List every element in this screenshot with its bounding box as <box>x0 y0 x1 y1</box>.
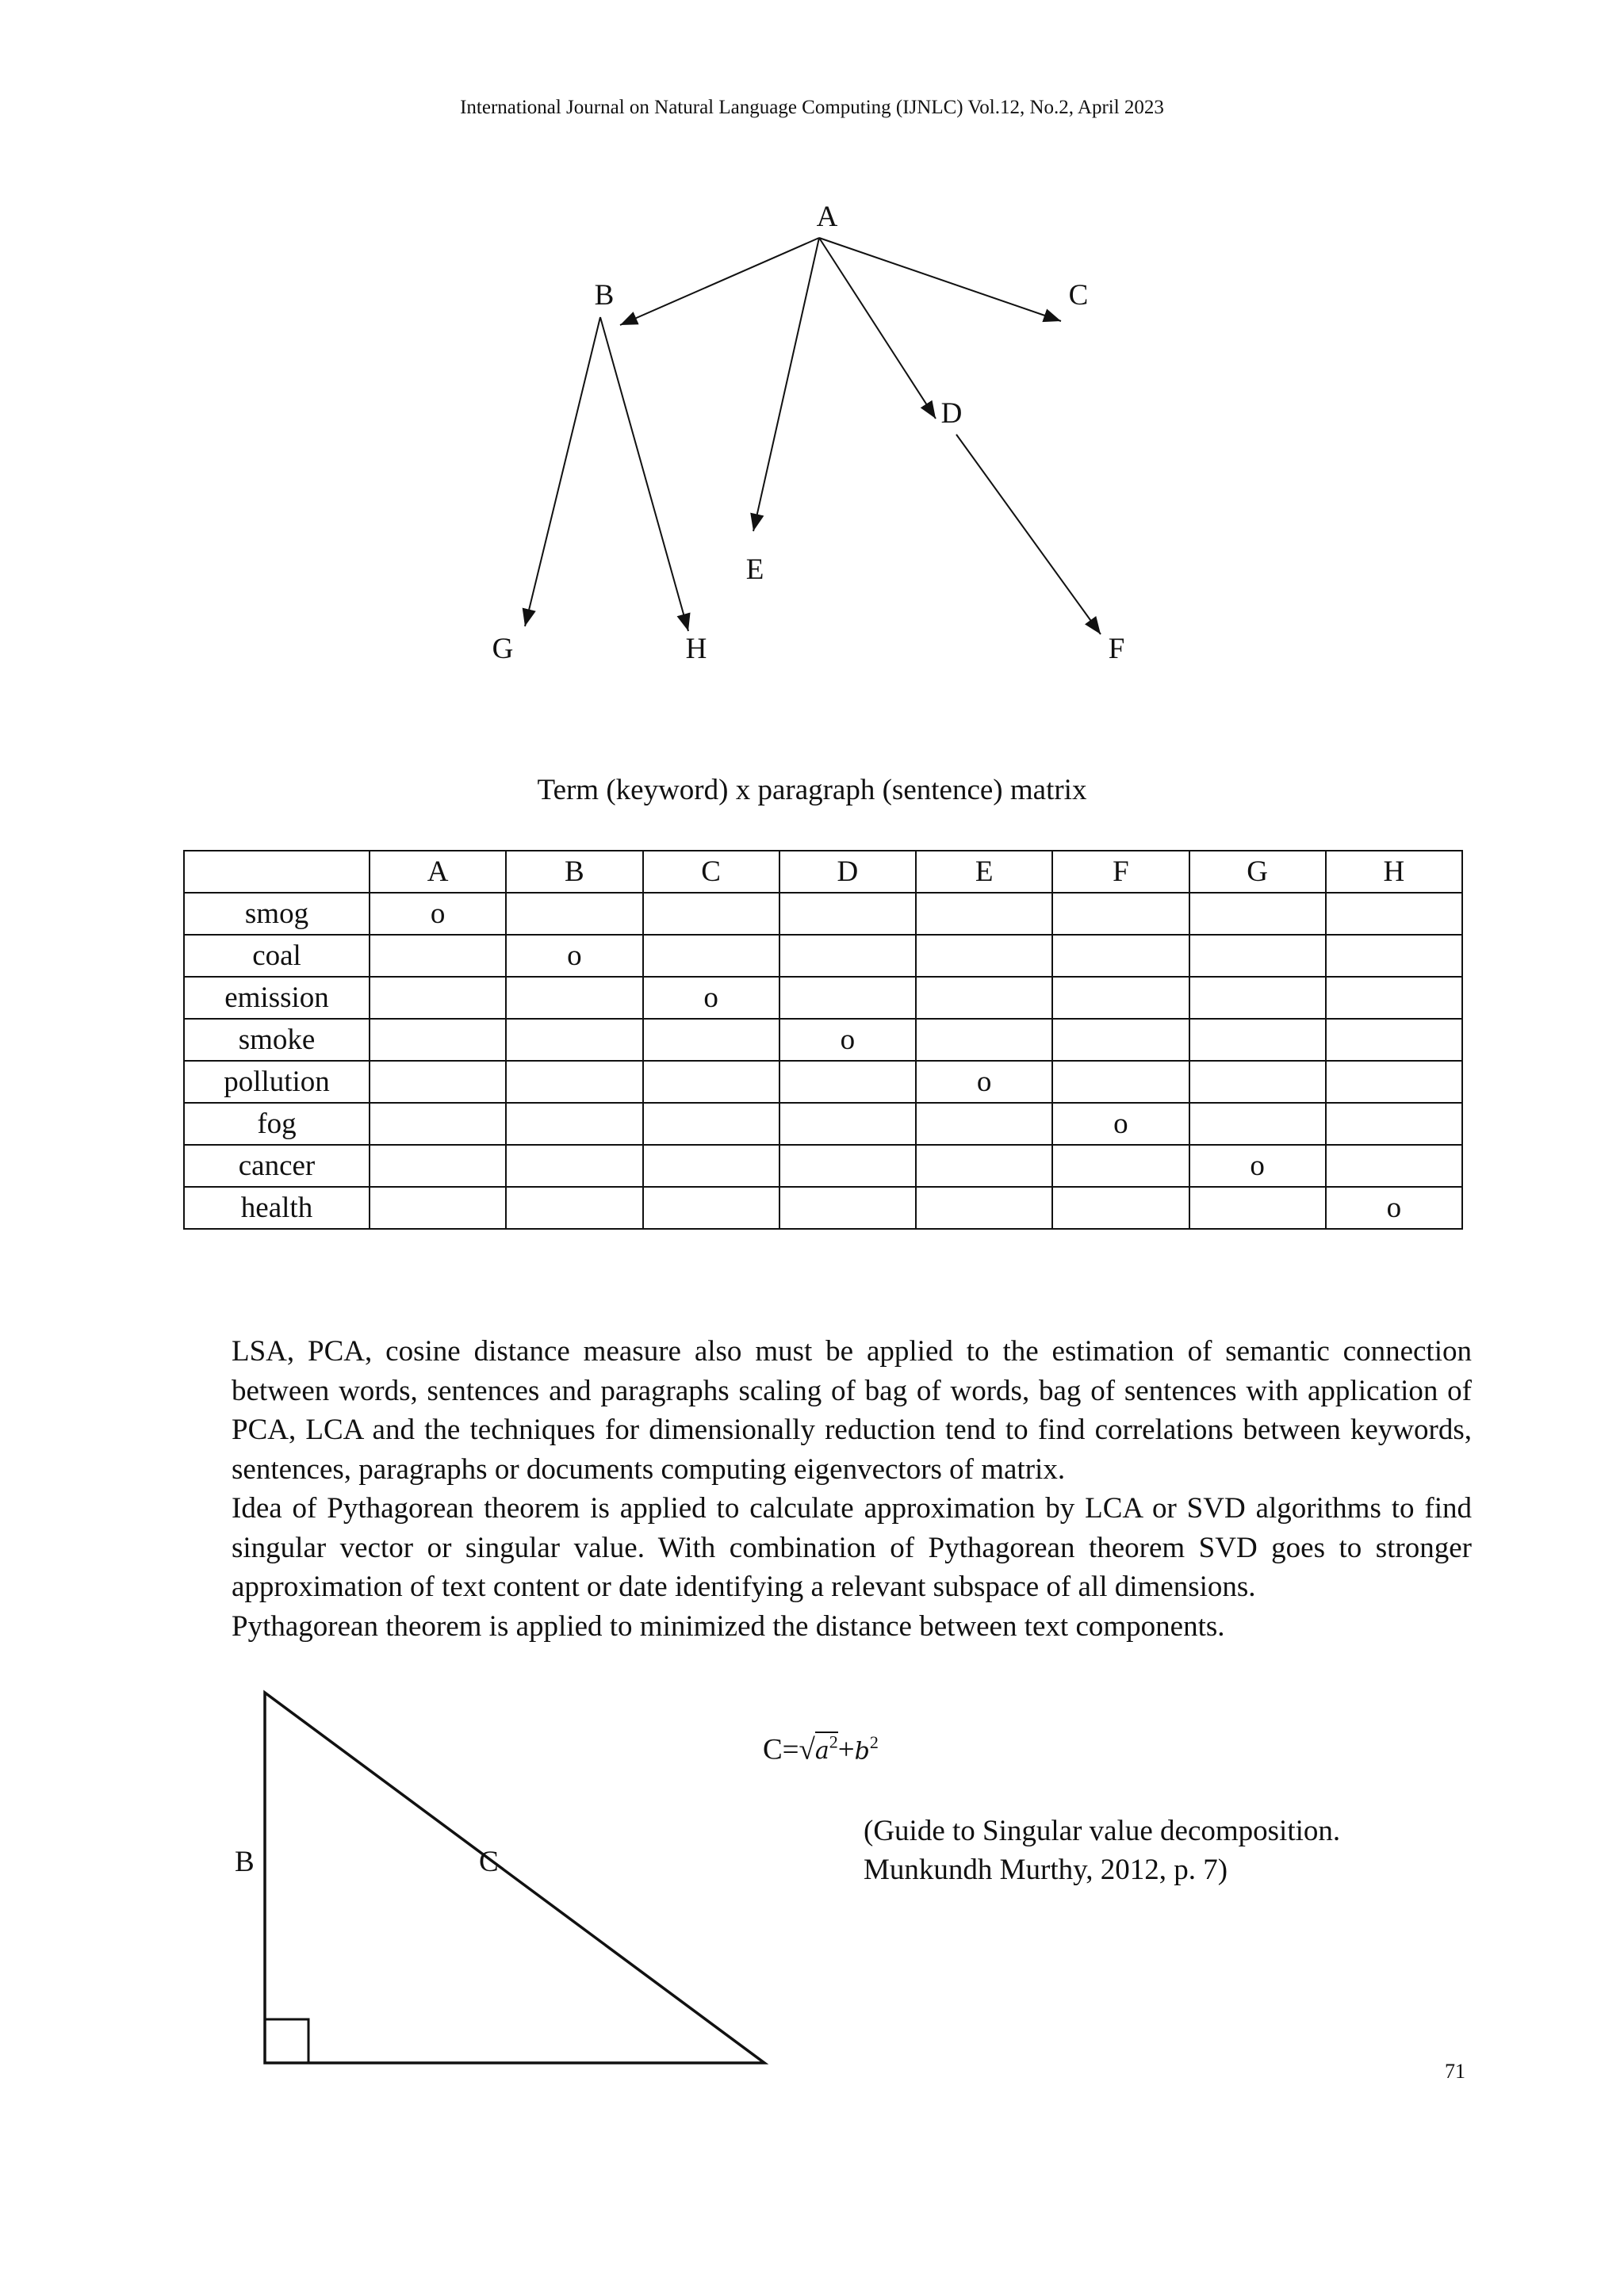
table-row <box>184 1061 1462 1103</box>
column-header: A <box>370 851 506 893</box>
matrix-cell <box>370 1061 506 1103</box>
matrix-cell <box>643 1061 779 1103</box>
node-h: H <box>685 633 707 665</box>
formula-exp-a: 2 <box>829 1732 838 1752</box>
matrix-cell <box>506 1019 642 1061</box>
page-number: 71 <box>1445 2060 1465 2083</box>
matrix-cell <box>1189 1061 1326 1103</box>
table-row <box>184 1187 1462 1229</box>
matrix-cell <box>779 1103 916 1145</box>
matrix-cell <box>916 1187 1052 1229</box>
matrix-cell <box>1189 1019 1326 1061</box>
node-e: E <box>745 553 764 586</box>
node-f: F <box>1108 633 1125 665</box>
matrix-cell <box>1326 1061 1462 1103</box>
matrix-cell <box>370 1145 506 1187</box>
edge-b-h <box>600 317 688 631</box>
matrix-cell <box>506 893 642 935</box>
matrix-cell <box>1052 893 1189 935</box>
row-term: cancer <box>184 1145 370 1187</box>
matrix-cell <box>370 1187 506 1229</box>
citation-line: (Guide to Singular value decomposition. <box>864 1815 1341 1847</box>
row-term: smog <box>184 893 370 935</box>
matrix-cell <box>643 935 779 977</box>
table-row <box>184 935 1462 977</box>
matrix-cell: o <box>643 977 779 1019</box>
matrix-cell <box>1326 1019 1462 1061</box>
tree-diagram <box>0 0 1624 698</box>
matrix-cell <box>1052 1019 1189 1061</box>
right-angle-marker <box>265 2019 308 2063</box>
matrix-cell <box>1326 1145 1462 1187</box>
matrix-cell: o <box>1189 1145 1326 1187</box>
node-c: C <box>1068 279 1089 312</box>
formula-exp-b: 2 <box>869 1732 879 1752</box>
column-header: E <box>916 851 1052 893</box>
edge-b-g <box>525 317 600 626</box>
row-term: smoke <box>184 1019 370 1061</box>
paragraph: Idea of Pythagorean theorem is applied to calculate approximation by LCA or SVD algorithms to find singular vector or singular value. With combination of Pythagorean theorem SVD goes to stronger approximation of text content or date identifying a relevant subspace of all dimensions. <box>232 1492 1472 1603</box>
matrix-cell <box>916 935 1052 977</box>
matrix-cell: o <box>506 935 642 977</box>
row-term: pollution <box>184 1061 370 1103</box>
paragraph: Pythagorean theorem is applied to minimized the distance between text components. <box>232 1609 1225 1643</box>
matrix-cell <box>1189 977 1326 1019</box>
term-paragraph-matrix <box>183 850 1463 1230</box>
matrix-cell: o <box>1326 1187 1462 1229</box>
node-g: G <box>492 633 514 665</box>
row-term: coal <box>184 935 370 977</box>
matrix-cell: o <box>916 1061 1052 1103</box>
formula-lhs: C= <box>763 1733 799 1766</box>
right-triangle <box>265 1693 764 2063</box>
node-d: D <box>940 397 963 430</box>
node-b: B <box>594 279 615 312</box>
edge-d-f <box>956 434 1101 634</box>
pythagorean-formula <box>763 1732 879 1766</box>
node-a: A <box>816 201 838 233</box>
column-header: H <box>1326 851 1462 893</box>
matrix-cell <box>916 977 1052 1019</box>
matrix-cell <box>1052 1145 1189 1187</box>
matrix-cell <box>643 1019 779 1061</box>
matrix-cell <box>506 1187 642 1229</box>
formula-b: b <box>854 1737 870 1766</box>
table-row <box>184 1019 1462 1061</box>
matrix-cell <box>916 1019 1052 1061</box>
matrix-cell <box>370 935 506 977</box>
matrix-cell <box>916 893 1052 935</box>
citation-line: Munkundh Murthy, 2012, p. 7) <box>864 1854 1228 1886</box>
matrix-cell <box>779 977 916 1019</box>
matrix-cell <box>1326 893 1462 935</box>
matrix-header-row <box>184 851 1462 893</box>
matrix-corner-cell <box>184 851 370 893</box>
formula-a: a <box>814 1737 829 1766</box>
side-label-b: B <box>235 1846 255 1878</box>
matrix-cell <box>1189 1103 1326 1145</box>
matrix-cell <box>1052 1187 1189 1229</box>
matrix-cell: o <box>370 893 506 935</box>
matrix-cell <box>506 1145 642 1187</box>
matrix-cell <box>916 1145 1052 1187</box>
matrix-cell <box>779 1145 916 1187</box>
matrix-cell <box>506 1103 642 1145</box>
matrix-cell <box>1189 893 1326 935</box>
citation <box>864 1812 1340 1889</box>
matrix-cell <box>779 1187 916 1229</box>
matrix-cell <box>779 1061 916 1103</box>
row-term: emission <box>184 977 370 1019</box>
table-row <box>184 977 1462 1019</box>
table-row <box>184 1145 1462 1187</box>
column-header: B <box>506 851 642 893</box>
matrix-cell <box>506 977 642 1019</box>
row-term: health <box>184 1187 370 1229</box>
matrix-cell <box>370 977 506 1019</box>
matrix-cell <box>370 1103 506 1145</box>
matrix-cell <box>779 935 916 977</box>
matrix-cell: o <box>779 1019 916 1061</box>
column-header: D <box>779 851 916 893</box>
matrix-cell <box>1326 935 1462 977</box>
row-term: fog <box>184 1103 370 1145</box>
matrix-cell <box>643 1145 779 1187</box>
matrix-caption: Term (keyword) x paragraph (sentence) matrix <box>537 774 1087 806</box>
matrix-cell <box>370 1019 506 1061</box>
body-text <box>232 1332 1472 1646</box>
matrix-cell <box>506 1061 642 1103</box>
matrix-cell <box>1326 977 1462 1019</box>
hypotenuse-label-c: C <box>479 1846 499 1878</box>
matrix-cell <box>1052 977 1189 1019</box>
matrix-cell <box>643 1103 779 1145</box>
table-row <box>184 1103 1462 1145</box>
matrix-cell: o <box>1052 1103 1189 1145</box>
column-header: C <box>643 851 779 893</box>
paragraph: LSA, PCA, cosine distance measure also must be applied to the estimation of semantic connection between words, sentences and paragraphs scaling of bag of words, bag of sentences with application of PCA, LCA and the techniques for dimensionally reduction tend to find correlations between keywords, sentences, paragraphs or documents computing eigenvectors of matrix. <box>232 1335 1472 1486</box>
matrix-cell <box>643 893 779 935</box>
matrix-cell <box>916 1103 1052 1145</box>
column-header: G <box>1189 851 1326 893</box>
column-header: F <box>1052 851 1189 893</box>
matrix-cell <box>1052 1061 1189 1103</box>
radical-icon: √ <box>799 1733 815 1766</box>
edge-a-b <box>620 238 819 325</box>
matrix-cell <box>643 1187 779 1229</box>
running-header: International Journal on Natural Language Computing (IJNLC) Vol.12, No.2, April 2023 <box>460 97 1164 118</box>
edge-a-e <box>753 238 819 531</box>
matrix-cell <box>1189 935 1326 977</box>
formula-plus: + <box>837 1733 855 1766</box>
matrix-cell <box>1326 1103 1462 1145</box>
matrix-cell <box>1189 1187 1326 1229</box>
matrix-cell <box>779 893 916 935</box>
edge-a-c <box>819 238 1061 321</box>
matrix-cell <box>1052 935 1189 977</box>
right-triangle-figure <box>0 1681 793 2109</box>
edge-a-d <box>819 238 936 419</box>
table-row <box>184 893 1462 935</box>
